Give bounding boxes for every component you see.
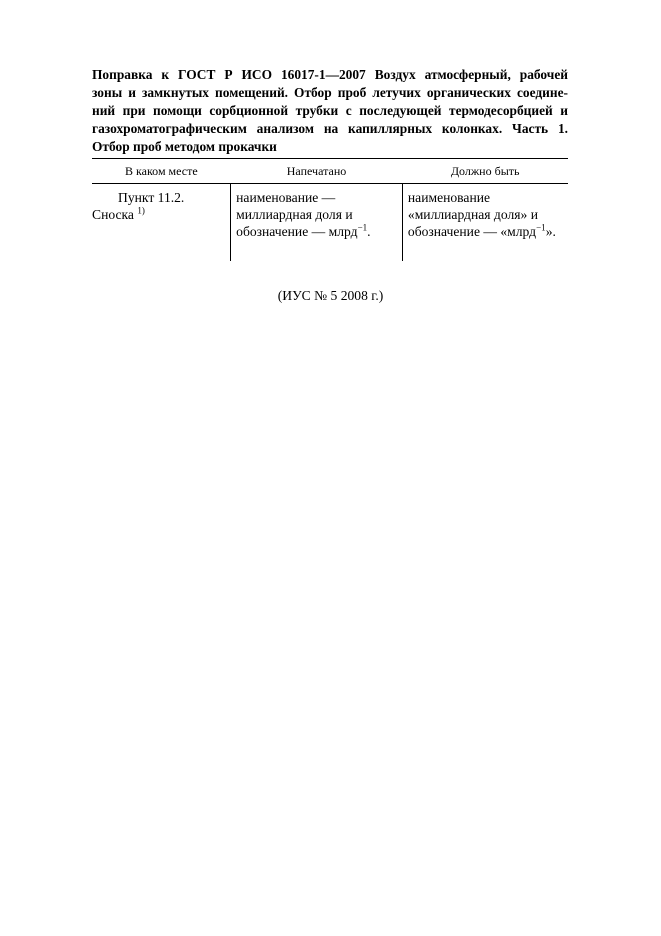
should-be-line: «миллиардная доля» и [407, 207, 538, 222]
cell-printed [231, 184, 403, 262]
printed-exponent: −1 [357, 222, 368, 233]
place-footnote-label: Сноска [92, 207, 134, 222]
should-be-exponent: −1 [536, 222, 546, 233]
ius-reference: (ИУС № 5 2008 г.) [277, 288, 384, 303]
footnote-mark: 1) [137, 205, 145, 216]
correction-table [92, 158, 568, 261]
printed-line-text: обозначение — млрд [236, 224, 358, 239]
should-be-line-text: обозначение — «млрд [407, 224, 537, 239]
header-printed: Напечатано [231, 159, 403, 184]
printed-tail: . [367, 224, 371, 239]
should-be-tail: ». [545, 224, 556, 239]
title-line: зоны и замкнутых помещений. Отбор проб летучих органических соедине- [92, 85, 568, 100]
cell-where [92, 184, 231, 262]
place-clause: Пункт 11.2. [118, 190, 185, 205]
table-header-row [92, 159, 568, 184]
header-where: В каком месте [92, 159, 231, 184]
title-line: Поправка к ГОСТ Р ИСО 16017-1—2007 Воздух атмосферный, рабочей [92, 67, 568, 82]
title-line: газохроматографическим анализом на капиллярных колонках. Часть 1. [92, 121, 568, 136]
title-line: ний при помощи сорбционной трубки с последующей термодесорбцией и [92, 103, 568, 118]
should-be-line: наименование [407, 190, 491, 205]
table-row [92, 184, 568, 262]
should-be-line [408, 223, 568, 240]
cell-should-be [402, 184, 568, 262]
place-footnote [92, 206, 230, 223]
printed-line: миллиардная доля и [236, 207, 353, 222]
printed-line: наименование — [236, 190, 336, 205]
printed-line [236, 223, 402, 240]
title-line: Отбор проб методом прокачки [92, 139, 277, 154]
header-should-be: Должно быть [402, 159, 568, 184]
correction-title [92, 66, 568, 156]
